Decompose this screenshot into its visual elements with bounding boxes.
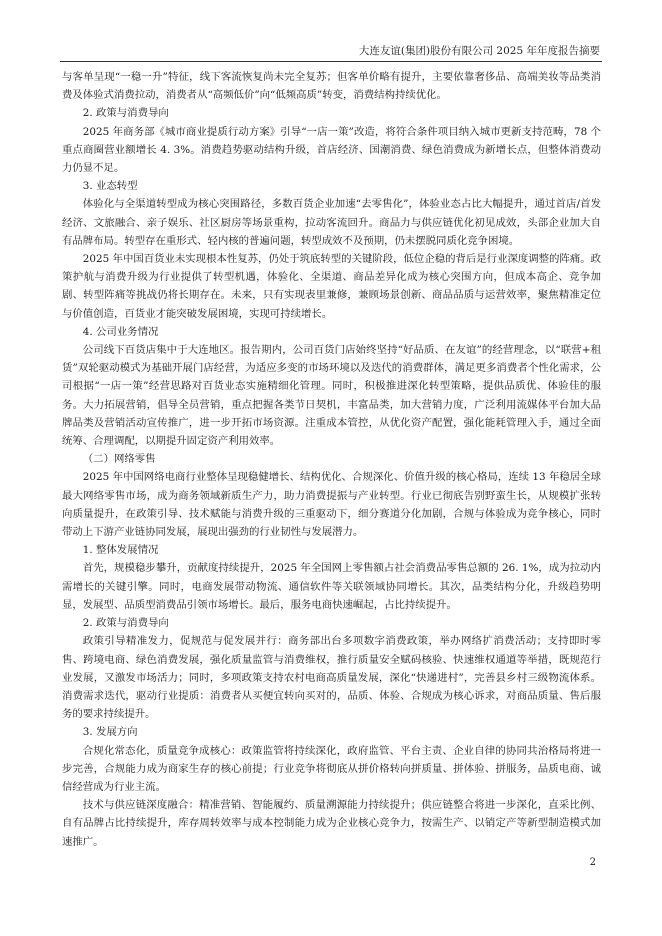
- header-divider: [60, 61, 602, 62]
- paragraph: 与客单呈现“一稳一升”特征，线下客流恢复尚未完全复苏；但客单价略有提升，主要依靠奢侈品、高端美妆等品类消费及体验式消费拉动，消费者从“高频低价”向“低频高质”转变，消费结构持续优化。: [62, 71, 601, 102]
- section-heading: 3. 业态转型: [82, 180, 138, 193]
- paragraph: 公司线下百货店集中于大连地区。报告期内，公司百货门店始终坚持“好品质、在友谊”的经营理念，以“联营+租赁”双轮驱动模式为基础开展门店经营，为适应多变的市场环境以及迭代的消费群体，满足更多消费者个性化需求，公司根据“一店一策”经营思路对百货业态实施精细化管理。同时，积极推进深化转型策略，提供品质优、体验佳的服务。大力拓展营销，倡导全员营销，重点把握各类节日契机，丰富品类，加大营销力度，广泛利用流媒体平台加大品牌品类及营销活动宣传推广，进一步开拓市场资源。注重成本管控，从优化资产配置，强化能耗管理入手，通过全面统筹、合理调配，以期提升固定资产利用效率。: [62, 344, 601, 448]
- section-heading: （二）网络零售: [82, 453, 156, 466]
- paragraph: 政策引导精准发力，促规范与促发展并行：商务部出台多项数字消费政策，举办网络扩消费活动；支持即时零售、跨境电商、绿色消费发展，强化质量监管与消费维权，推行质量安全赋码核验、快速维权通道等举措，既规范行业发展，又激发市场活力；同时，多项政策支持农村电商高质量发展，深化“快递进村”，完善县乡村三级物流体系。消费需求迭代，驱动行业提质：消费者从买便宜转向买对的，品质、体验、合规成为核心诉求，对商品质量、售后服务的要求持续提升。: [62, 635, 601, 721]
- page-number: 2: [589, 857, 596, 868]
- paragraph: 2025 年中国网络电商行业整体呈现稳健增长、结构优化、合规深化、价值升级的核心格局，连续 13 年稳居全球最大网络零售市场，成为商务领域新质生产力，助力消费提振与产业转型。行业已彻底告别野蛮生长，从规模扩张转向质量提升，在政策引导、技术赋能与消费升级的三重驱动下，细分赛道分化加剧，合规与体验成为竞争核心，同时带动上下游产业链协同发展，展现出强劲的行业韧性与发展潜力。: [62, 471, 601, 539]
- section-heading: 2. 政策与消费导向: [82, 617, 169, 630]
- document-body: [62, 68, 601, 851]
- paragraph: 技术与供应链深度融合：精准营销、智能履约、质量溯源能力持续提升；供应链整合将进一步深化，直采比例、自有品牌占比持续提升，库存周转效率与成本控制能力成为企业核心竞争力，按需生产、以销定产等新型制造模式加速推广。: [62, 799, 601, 848]
- paragraph: 2025 年中国百货业未实现根本性复苏，仍处于筑底转型的关键阶段，低位企稳的背后是行业深度调整的阵痛。政策护航与消费升级为行业提供了转型机遇，体验化、全渠道、商品差异化成为核心突围方向，但成本高企、竞争加剧、转型阵痛等挑战仍将长期存在。未来，只有实现表里兼修，兼顾场景创新、商品品质与运营效率，聚焦精准定位与价值创造，百货业才能突破发展困境，实现可持续增长。: [62, 253, 601, 320]
- section-heading: 4. 公司业务情况: [82, 325, 159, 338]
- paragraph: 合规化常态化，质量竞争成核心：政策监管将持续深化，政府监管、平台主责、企业自律的协同共治格局将进一步完善，合规能力成为商家生存的核心前提；行业竞争将彻底从拼价格转向拼质量、拼体验、拼服务，品质电商、诚信经营成为行业主流。: [62, 744, 601, 793]
- section-heading: 1. 整体发展情况: [82, 544, 159, 557]
- section-heading: 3. 发展方向: [82, 726, 138, 739]
- paragraph: 体验化与全渠道转型成为核心突围路径，多数百货企业加速“去零售化”，体验业态占比大幅提升，通过首店/首发经济、文旅融合、亲子娱乐、社区厨房等场景重构，拉动客流回升。商品力与供应链优化初见成效，头部企业加大自有品牌布局。转型存在重形式、轻内核的普遍问题，转型成效不及预期，仍未摆脱同质化竞争困境。: [62, 198, 601, 247]
- paragraph: 2025 年商务部《城市商业提质行动方案》引导“一店一策”改造，将符合条件项目纳入城市更新支持范畴，78 个重点商圈营业额增长 4. 3%。消费趋势驱动结构升级，首店经济、国潮消费、绿色消费成为新增长点，但整体消费动力仍显不足。: [62, 125, 601, 175]
- section-heading: 2. 政策与消费导向: [82, 107, 169, 120]
- paragraph: 首先，规模稳步攀升，贡献度持续提升，2025 年全国网上零售额占社会消费品零售总额的 26. 1%，成为拉动内需增长的关键引擎。同时，电商发展带动物流、通信软件等关联领域协同增长。其次，品类结构分化，升级趋势明显，发展型、品质型消费品引领市场增长。最后，服务电商快速崛起，占比持续提升。: [62, 562, 601, 611]
- report-header-title: 大连友谊(集团)股份有限公司 2025 年年度报告摘要: [358, 45, 600, 57]
